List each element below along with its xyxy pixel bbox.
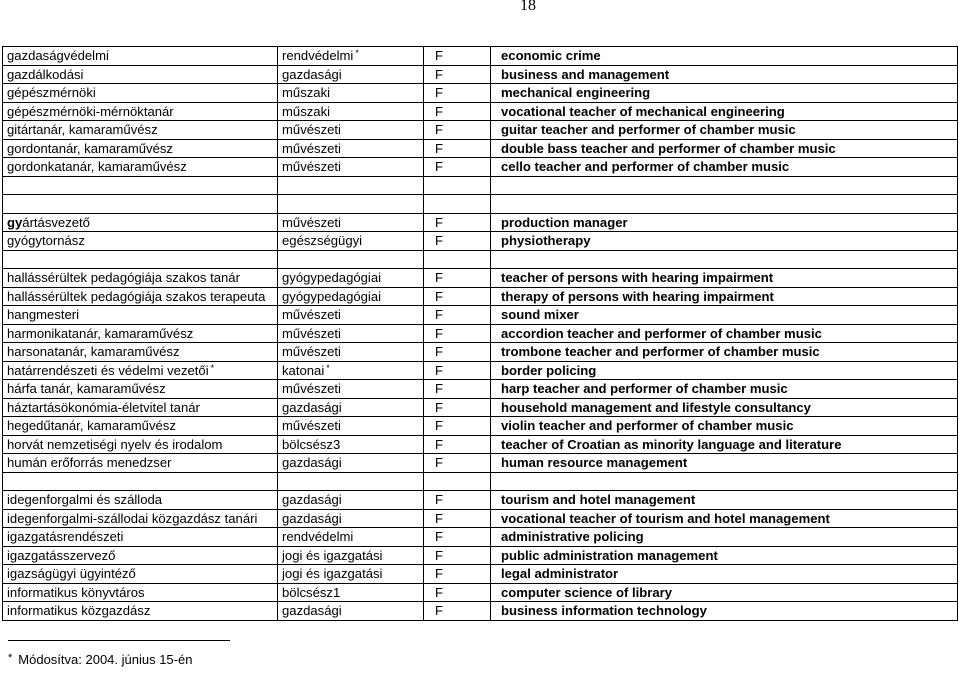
gender-cell [424, 472, 491, 491]
term-text: hangmesteri [7, 307, 80, 322]
table-row [3, 528, 958, 547]
gender-cell: F [424, 158, 491, 177]
term-text: igazságügyi ügyintéző [7, 566, 136, 581]
term-text: igazgatásszervező [7, 547, 116, 563]
field-cell [278, 250, 424, 269]
table-row [3, 380, 958, 399]
english-term-cell: guitar teacher and performer of chamber music [491, 121, 958, 140]
english-term-cell: tourism and hotel management [491, 491, 958, 510]
english-term-cell [491, 176, 958, 195]
hungarian-term-cell [3, 546, 278, 565]
hungarian-term-cell [3, 250, 278, 269]
field-cell [278, 565, 424, 584]
hungarian-term-cell [3, 343, 278, 362]
english-term-cell: teacher of persons with hearing impairment [491, 269, 958, 288]
term-text: gazdaságvédelmi [7, 48, 109, 63]
english-term-cell: computer science of library [491, 583, 958, 602]
footnote-mark: * [355, 48, 359, 58]
hungarian-term-cell [3, 454, 278, 473]
field-cell [278, 380, 424, 399]
english-term-cell: mechanical engineering [491, 84, 958, 103]
table-row [3, 65, 958, 84]
gender-cell: F [424, 121, 491, 140]
field-cell [278, 602, 424, 621]
field-cell [278, 195, 424, 214]
field-cell [278, 158, 424, 177]
gender-cell: F [424, 565, 491, 584]
field-text: jogi és igazgatási [282, 566, 383, 581]
term-text: határrendészeti és védelmi vezetői [7, 362, 209, 378]
gender-cell: F [424, 306, 491, 325]
blank-row [3, 176, 958, 195]
hungarian-term-cell [3, 139, 278, 158]
hungarian-term-cell [3, 232, 278, 251]
english-term-cell [491, 472, 958, 491]
table-row [3, 491, 958, 510]
gender-cell [424, 195, 491, 214]
blank-row [3, 195, 958, 214]
field-text: művészeti [282, 159, 341, 174]
hungarian-term-cell [3, 306, 278, 325]
table-row [3, 47, 958, 66]
term-text: idegenforgalmi és szálloda [7, 492, 163, 507]
term-text: informatikus könyvtáros [7, 584, 145, 600]
table-row [3, 158, 958, 177]
hungarian-term-cell [3, 509, 278, 528]
gender-cell [424, 176, 491, 195]
field-cell [278, 269, 424, 288]
english-term-cell: teacher of Croatian as minority language and literature [491, 435, 958, 454]
term-text: gordonkatanár, kamaraművész [7, 159, 187, 174]
field-text: gyógypedagógiai [282, 288, 382, 304]
hungarian-term-cell [3, 435, 278, 454]
field-text: művészeti [282, 325, 341, 341]
hungarian-term-cell [3, 491, 278, 510]
page-number: 18 [520, 0, 536, 14]
gender-cell: F [424, 417, 491, 436]
hungarian-term-cell [3, 602, 278, 621]
english-term-cell: business information technology [491, 602, 958, 621]
table-row [3, 602, 958, 621]
english-term-cell: vocational teacher of mechanical engineering [491, 102, 958, 121]
hungarian-term-cell [3, 65, 278, 84]
table-row [3, 102, 958, 121]
gender-cell: F [424, 398, 491, 417]
table-row [3, 546, 958, 565]
term-text: hárfa tanár, kamaraművész [7, 381, 166, 396]
english-term-cell: household management and lifestyle consultancy [491, 398, 958, 417]
hungarian-term-cell [3, 102, 278, 121]
gender-cell: F [424, 324, 491, 343]
english-term-cell: legal administrator [491, 565, 958, 584]
gender-cell: F [424, 269, 491, 288]
footnote-mark: * [210, 362, 215, 373]
field-text: katonai [282, 362, 325, 378]
table-row [3, 454, 958, 473]
hungarian-term-cell [3, 195, 278, 214]
table-row [3, 361, 958, 380]
term-text: hallássérültek pedagógiája szakos tanár [7, 270, 240, 285]
hungarian-term-cell [3, 417, 278, 436]
table-row [3, 269, 958, 288]
hungarian-term-cell [3, 269, 278, 288]
term-text: igazgatásrendészeti [7, 529, 124, 544]
field-cell [278, 324, 424, 343]
gender-cell: F [424, 343, 491, 362]
hungarian-term-cell [3, 583, 278, 602]
gender-cell: F [424, 454, 491, 473]
english-term-cell: administrative policing [491, 528, 958, 547]
field-text: gazdasági [282, 510, 342, 526]
term-text: gépészmérnöki-mérnöktanár [7, 103, 174, 119]
field-cell [278, 84, 424, 103]
field-cell [278, 509, 424, 528]
table-row [3, 121, 958, 140]
field-cell [278, 343, 424, 362]
gender-cell: F [424, 139, 491, 158]
english-term-cell: double bass teacher and performer of chamber music [491, 139, 958, 158]
field-cell [278, 306, 424, 325]
gender-cell: F [424, 232, 491, 251]
gender-cell [424, 250, 491, 269]
blank-row [3, 472, 958, 491]
field-text: gazdasági [282, 66, 342, 82]
hungarian-term-cell [3, 472, 278, 491]
english-term-cell: accordion teacher and performer of chamber music [491, 324, 958, 343]
gender-cell: F [424, 528, 491, 547]
field-cell [278, 435, 424, 454]
table-row [3, 84, 958, 103]
field-text: bölcsész1 [282, 584, 341, 600]
english-term-cell: border policing [491, 361, 958, 380]
hungarian-term-cell [3, 361, 278, 380]
hungarian-term-cell [3, 213, 278, 232]
field-text: egészségügyi [282, 233, 363, 248]
field-text: rendvédelmi [282, 529, 354, 544]
field-cell [278, 398, 424, 417]
field-cell [278, 491, 424, 510]
gender-cell: F [424, 47, 491, 66]
footnote-mark: * [326, 362, 330, 373]
field-cell [278, 213, 424, 232]
gender-cell: F [424, 509, 491, 528]
field-text: gazdasági [282, 603, 342, 618]
english-term-cell: trombone teacher and performer of chamber music [491, 343, 958, 362]
footnote [8, 652, 192, 667]
field-cell [278, 47, 424, 66]
field-cell [278, 472, 424, 491]
term-text: gitártanár, kamaraművész [7, 122, 158, 137]
field-cell [278, 417, 424, 436]
table-row [3, 583, 958, 602]
table-row [3, 509, 958, 528]
table-row [3, 287, 958, 306]
english-term-cell: public administration management [491, 546, 958, 565]
english-term-cell: physiotherapy [491, 232, 958, 251]
field-text: rendvédelmi [282, 48, 354, 63]
term-text: informatikus közgazdász [7, 603, 151, 618]
english-term-cell: economic crime [491, 47, 958, 66]
field-text: jogi és igazgatási [282, 547, 383, 563]
table-row [3, 417, 958, 436]
term-text: hegedűtanár, kamaraművész [7, 418, 176, 433]
gender-cell: F [424, 435, 491, 454]
term-text: gyógytornász [7, 233, 85, 248]
gender-cell: F [424, 84, 491, 103]
hungarian-term-cell [3, 47, 278, 66]
table-row [3, 306, 958, 325]
term-text: horvát nemzetiségi nyelv és irodalom [7, 436, 223, 452]
blank-row [3, 250, 958, 269]
table-row [3, 435, 958, 454]
table-row [3, 232, 958, 251]
gender-cell: F [424, 491, 491, 510]
hungarian-term-cell [3, 287, 278, 306]
table-row [3, 343, 958, 362]
term-text: harmonikatanár, kamaraművész [7, 325, 194, 341]
term-text: gordontanár, kamaraművész [7, 140, 173, 156]
field-cell [278, 121, 424, 140]
english-term-cell: human resource management [491, 454, 958, 473]
term-text: ártásvezető [22, 214, 90, 230]
field-cell [278, 65, 424, 84]
field-text: műszaki [282, 85, 331, 100]
gender-cell: F [424, 213, 491, 232]
gender-cell: F [424, 102, 491, 121]
footnote-separator [8, 640, 230, 641]
term-highlight: gy [7, 214, 23, 230]
table-row [3, 213, 958, 232]
hungarian-term-cell [3, 398, 278, 417]
field-text: művészeti [282, 122, 341, 137]
gender-cell: F [424, 546, 491, 565]
field-text: műszaki [282, 103, 331, 119]
field-cell [278, 176, 424, 195]
field-text: művészeti [282, 214, 341, 230]
english-term-cell: sound mixer [491, 306, 958, 325]
table-row [3, 398, 958, 417]
term-text: háztartásökonómia-életvitel tanár [7, 399, 200, 415]
field-cell [278, 546, 424, 565]
gender-cell: F [424, 583, 491, 602]
field-text: művészeti [282, 344, 341, 359]
field-text: bölcsész3 [282, 436, 341, 452]
term-text: hallássérültek pedagógiája szakos terapeuta [7, 288, 266, 304]
english-term-cell: cello teacher and performer of chamber music [491, 158, 958, 177]
footnote-marker: * [8, 652, 13, 664]
hungarian-term-cell [3, 121, 278, 140]
table-row [3, 324, 958, 343]
term-text: gazdálkodási [7, 66, 84, 82]
field-text: művészeti [282, 381, 341, 396]
field-cell [278, 361, 424, 380]
english-term-cell: therapy of persons with hearing impairment [491, 287, 958, 306]
hungarian-term-cell [3, 176, 278, 195]
term-text: idegenforgalmi-szállodai közgazdász tanári [7, 510, 258, 526]
field-cell [278, 287, 424, 306]
gender-cell: F [424, 380, 491, 399]
field-cell [278, 232, 424, 251]
field-cell [278, 102, 424, 121]
gender-cell: F [424, 602, 491, 621]
gender-cell: F [424, 65, 491, 84]
table-row [3, 139, 958, 158]
field-text: művészeti [282, 418, 341, 433]
field-cell [278, 454, 424, 473]
hungarian-term-cell [3, 158, 278, 177]
field-text: gazdasági [282, 399, 342, 415]
english-term-cell [491, 250, 958, 269]
field-text: művészeti [282, 140, 341, 156]
hungarian-term-cell [3, 380, 278, 399]
term-text: harsonatanár, kamaraművész [7, 344, 180, 359]
field-cell [278, 583, 424, 602]
field-cell [278, 528, 424, 547]
field-cell [278, 139, 424, 158]
table-row [3, 565, 958, 584]
field-text: gazdasági [282, 492, 342, 507]
term-text: humán erőforrás menedzser [7, 455, 172, 470]
glossary-table [2, 46, 958, 621]
hungarian-term-cell [3, 528, 278, 547]
english-term-cell: production manager [491, 213, 958, 232]
footnote-text: Módosítva: 2004. június 15-én [18, 652, 193, 667]
glossary-body [3, 47, 958, 621]
english-term-cell [491, 195, 958, 214]
english-term-cell: harp teacher and performer of chamber music [491, 380, 958, 399]
gender-cell: F [424, 361, 491, 380]
gender-cell: F [424, 287, 491, 306]
english-term-cell: business and management [491, 65, 958, 84]
term-text: gépészmérnöki [7, 85, 96, 100]
field-text: gyógypedagógiai [282, 270, 382, 285]
field-text: művészeti [282, 307, 341, 322]
english-term-cell: vocational teacher of tourism and hotel management [491, 509, 958, 528]
hungarian-term-cell [3, 84, 278, 103]
english-term-cell: violin teacher and performer of chamber music [491, 417, 958, 436]
hungarian-term-cell [3, 324, 278, 343]
hungarian-term-cell [3, 565, 278, 584]
field-text: gazdasági [282, 455, 342, 470]
